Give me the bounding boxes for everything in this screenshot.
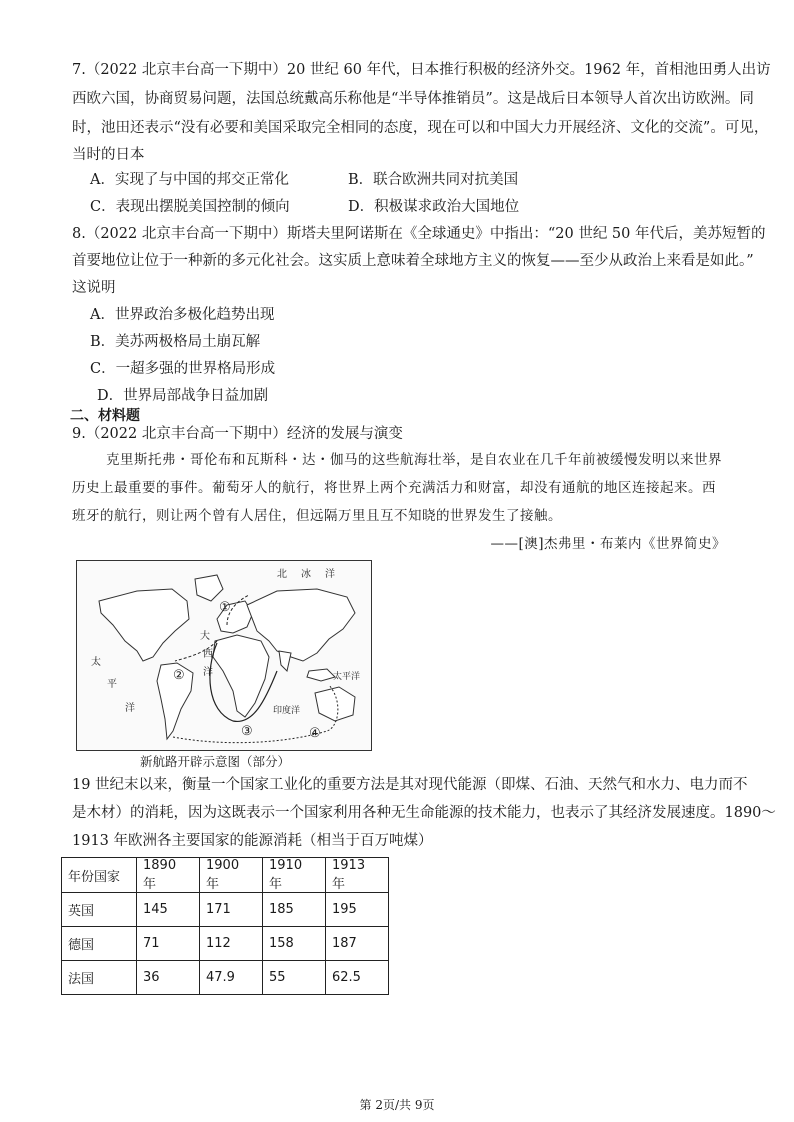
map-caption: 新航路开辟示意图（部分） (140, 754, 291, 769)
sea-islands-outline (307, 669, 335, 681)
label-pacific-east: 太平洋 (333, 672, 361, 682)
q8-option-b: B．美苏两极格局土崩瓦解 (90, 334, 261, 350)
table-cell: 71 (137, 927, 200, 961)
label-arctic-3: 洋 (325, 569, 335, 580)
greenland-outline (195, 575, 223, 601)
table-cell: 187 (326, 927, 389, 961)
label-atlantic-3: 洋 (203, 667, 213, 678)
q9-passage-line-2: 历史上最重要的事件。葡萄牙人的航行，将世界上两个充满活力和财富，却没有通航的地区连接起来。西 (72, 480, 716, 496)
label-indian-ocean: 印度洋 (273, 706, 301, 716)
q7-line-4: 当时的日本 (72, 147, 145, 163)
label-pacific-3: 洋 (125, 703, 135, 714)
table-row (62, 927, 389, 961)
table-cell: 171 (200, 893, 263, 927)
table-cell: 62.5 (326, 961, 389, 995)
page-footer: 第 2页/共 9页 (359, 1098, 435, 1112)
world-map-svg (77, 561, 371, 750)
table-header-row (62, 858, 389, 893)
q9-title: 9.（2022 北京丰台高一下期中）经济的发展与演变 (72, 426, 403, 442)
q7-line-2: 西欧六国，协商贸易问题，法国总统戴高乐称他是“半导体推销员”。这是战后日本领导人首次出访欧洲。同 (72, 91, 754, 107)
q8-line-1: 8.（2022 北京丰台高一下期中）斯塔夫里阿诺斯在《全球通史》中指出：“20 世纪 50 年代后，美苏短暂的 (72, 226, 766, 242)
north-america-outline (99, 589, 189, 661)
q9-passage-line-1: 克里斯托弗・哥伦布和瓦斯科・达・伽马的这些航海壮举，是自农业在几千年前被缓慢发明以来世界 (106, 452, 722, 468)
q8-line-3: 这说明 (72, 280, 116, 296)
table-cell: 55 (263, 961, 326, 995)
table-cell: 145 (137, 893, 200, 927)
label-pacific-2: 平 (107, 679, 117, 690)
label-atlantic-2: 西 (203, 649, 213, 660)
table-cell: 36 (137, 961, 200, 995)
label-route-2: ② (173, 668, 185, 683)
q8-option-d: D．世界局部战争日益加剧 (97, 388, 269, 404)
table-header-cell: 1900 年 (200, 858, 263, 893)
table-cell: 47.9 (200, 961, 263, 995)
table-row (62, 893, 389, 927)
label-pacific-1: 太 (91, 657, 101, 668)
table-header-cell: 年份国家 (62, 858, 137, 893)
table-cell: 英国 (62, 893, 137, 927)
table-header-cell: 1890 年 (137, 858, 200, 893)
q9-para2-line-3: 1913 年欧洲各主要国家的能源消耗（相当于百万吨煤） (72, 833, 433, 849)
label-route-1: ① (219, 600, 231, 615)
label-route-3: ③ (241, 724, 253, 739)
table-row (62, 961, 389, 995)
q9-passage-line-3: 班牙的航行，则让两个曾有人居住，但远隔万里且互不知晓的世界发生了接触。 (72, 508, 562, 524)
table-cell: 德国 (62, 927, 137, 961)
table-cell: 法国 (62, 961, 137, 995)
q7-option-a: A．实现了与中国的邦交正常化 (90, 172, 289, 188)
table-cell: 185 (263, 893, 326, 927)
energy-table (61, 857, 389, 995)
table-header-cell: 1910 年 (263, 858, 326, 893)
table-cell: 158 (263, 927, 326, 961)
table-header-cell: 1913 年 (326, 858, 389, 893)
q7-line-3: 时，池田还表示“没有必要和美国采取完全相同的态度，现在可以和中国大力开展经济、文化的交流”。可见， (72, 120, 769, 136)
q9-source: ——[澳]杰弗里・布莱内《世界简史》 (490, 536, 726, 552)
q7-option-c: C．表现出摆脱美国控制的倾向 (90, 199, 290, 215)
label-arctic-2: 冰 (301, 569, 311, 580)
q7-line-1: 7.（2022 北京丰台高一下期中）20 世纪 60 年代，日本推行积极的经济外交。1962 年，首相池田勇人出访 (72, 62, 771, 78)
q8-line-2: 首要地位让位于一种新的多元化社会。这实质上意味着全球地方主义的恢复——至少从政治上来看是如此。” (72, 253, 754, 269)
table-cell: 195 (326, 893, 389, 927)
world-map-figure (76, 560, 372, 751)
india-outline (279, 651, 291, 671)
label-atlantic-1: 大 (200, 631, 210, 642)
table-cell: 112 (200, 927, 263, 961)
q9-para2-line-2: 是木材）的消耗，因为这既表示一个国家利用各种无生命能源的技术能力，也表示了其经济发展速度。1890～ (72, 805, 776, 821)
label-route-4: ④ (309, 726, 321, 741)
q8-option-c: C．一超多强的世界格局形成 (90, 361, 276, 377)
label-arctic-1: 北 (277, 569, 287, 580)
q9-para2-line-1: 19 世纪末以来，衡量一个国家工业化的重要方法是其对现代能源（即煤、石油、天然气和水力、电力而不 (72, 777, 748, 793)
section-heading: 二、材料题 (70, 408, 140, 424)
q7-option-d: D．积极谋求政治大国地位 (348, 199, 520, 215)
australia-outline (315, 687, 355, 721)
q8-option-a: A．世界政治多极化趋势出现 (90, 307, 275, 323)
q7-option-b: B．联合欧洲共同对抗美国 (348, 172, 519, 188)
